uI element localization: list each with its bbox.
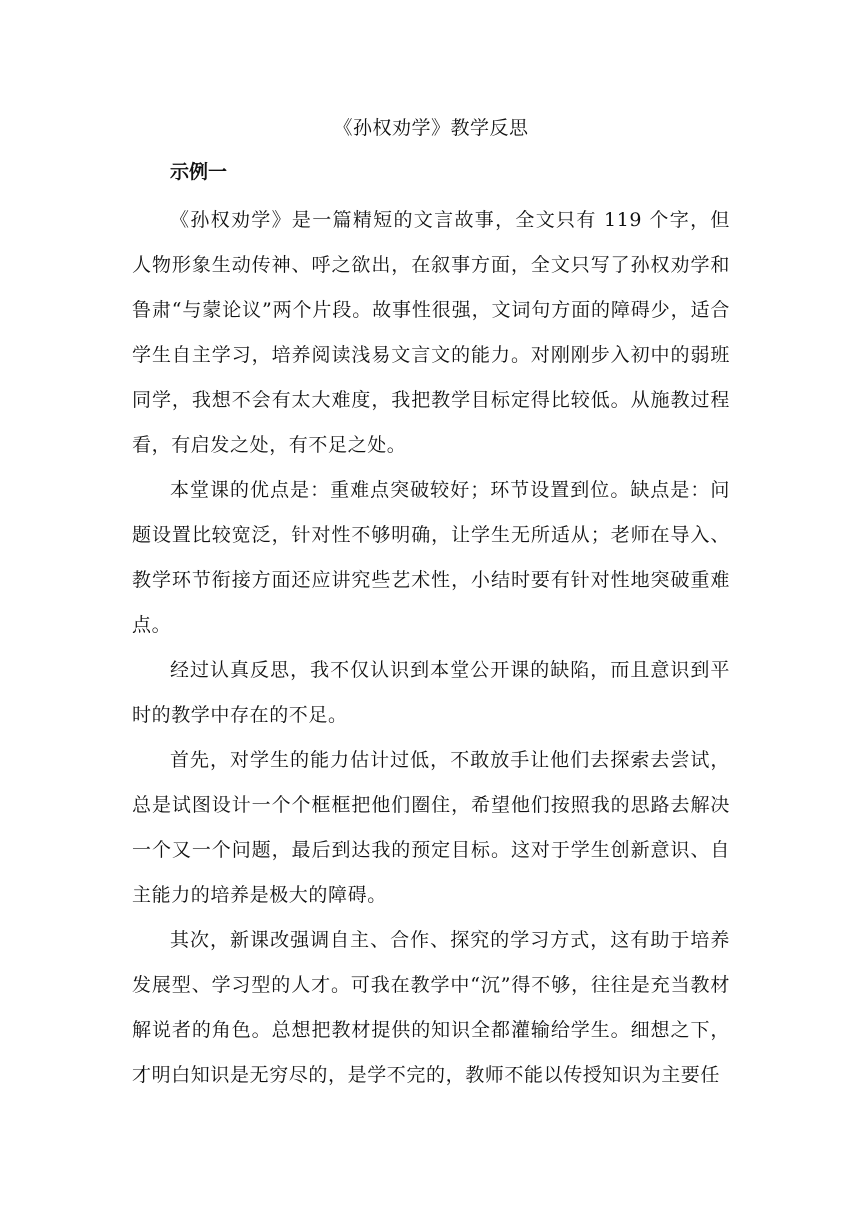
example-heading: 示例一 — [170, 161, 228, 183]
paragraph-strengths-weaknesses: 本堂课的优点是：重难点突破较好；环节设置到位。缺点是：问题设置比较宽泛，针对性不够明确，让学生无所适从；老师在导入、教学环节衔接方面还应讲究些艺术性，小结时要有针对性地突破重难点。 — [132, 479, 730, 636]
document-title: 《孙权劝学》教学反思 — [333, 117, 529, 139]
paragraph-intro: 《孙权劝学》是一篇精短的文言故事，全文只有 119 个字，但人物形象生动传神、呼之欲出，在叙事方面，全文只写了孙权劝学和鲁肃“与蒙论议”两个片段。故事性很强，文词句方面的障碍少，适合学生自主学习，培养阅读浅易文言文的能力。对刚刚步入初中的弱班同学，我想不会有太大难度，我把教学目标定得比较低。从施教过程看，有启发之处，有不足之处。 — [132, 209, 730, 456]
paragraph-reflection: 经过认真反思，我不仅认识到本堂公开课的缺陷，而且意识到平时的教学中存在的不足。 — [132, 659, 730, 726]
document-body — [132, 112, 730, 1098]
paragraph-second-point: 其次，新课改强调自主、合作、探究的学习方式，这有助于培养发展型、学习型的人才。可我在教学中“沉”得不够，往往是充当教材解说者的角色。总想把教材提供的知识全都灌输给学生。细想之下，才明白知识是无穷尽的，是学不完的，教师不能以传授知识为主要任 — [132, 929, 730, 1086]
paragraph-first-point: 首先，对学生的能力估计过低，不敢放手让他们去探索去尝试，总是试图设计一个个框框把他们圈住，希望他们按照我的思路去解决一个又一个问题，最后到达我的预定目标。这对于学生创新意识、自主能力的培养是极大的障碍。 — [132, 749, 730, 906]
